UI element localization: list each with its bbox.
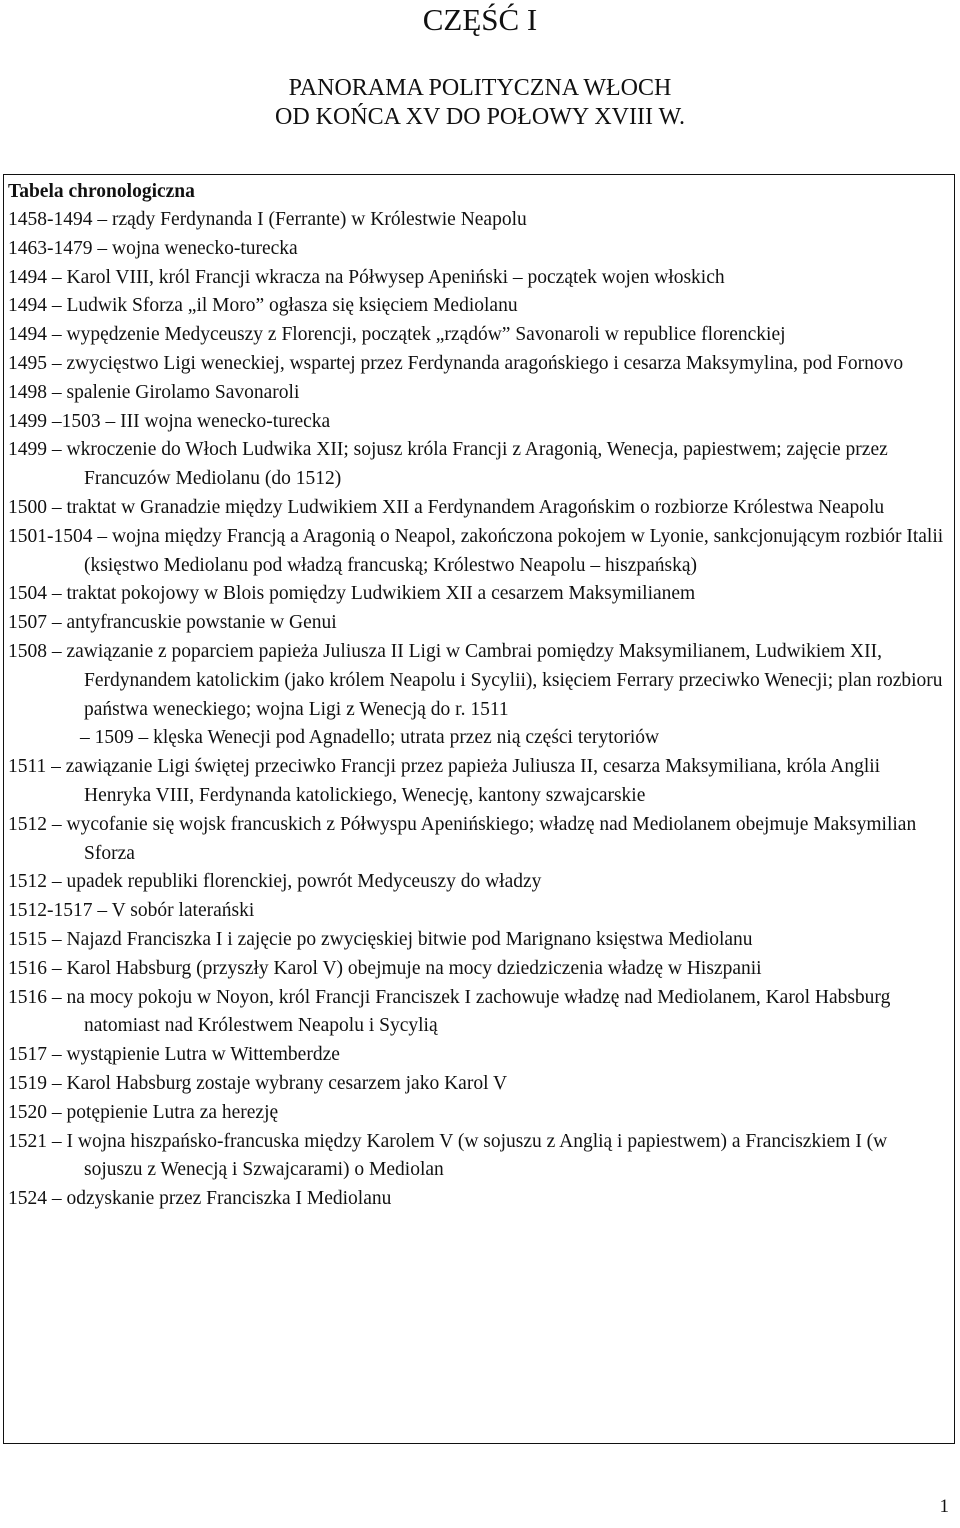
chronology-entry: 1512 – upadek republiki florenckiej, powrót Medyceuszy do władzy [8, 871, 542, 893]
chronology-entry: 1495 – zwycięstwo Ligi weneckiej, wspartej przez Ferdynanda aragońskiego i cesarza Maksymylina, pod Fornovo [8, 352, 904, 374]
chronology-entry: 1517 – wystąpienie Lutra w Wittemberdze [8, 1044, 340, 1066]
chronology-entry: 1494 – wypędzenie Medyceuszy z Florencji, początek „rządów” Savonaroli w republice florenckiej [8, 324, 786, 346]
chronology-entry: 1512 – wycofanie się wojsk francuskich z Półwyspu Apenińskiego; władzę nad Mediolanem obejmuje Maksymilian Sforza [8, 813, 917, 864]
section-title-line-2: OD KOŃCA XV DO POŁOWY XVIII W. [275, 104, 685, 130]
chronology-entry: 1458-1494 – rządy Ferdynanda I (Ferrante) w Królestwie Neapolu [8, 209, 527, 230]
chronology-entry: 1524 – odzyskanie przez Franciszka I Mediolanu [8, 1188, 392, 1210]
chronology-entry: 1494 – Karol VIII, król Francji wkracza na Półwysep Apeniński – początek wojen włoskich [8, 266, 725, 288]
chronology-entry: 1521 – I wojna hiszpańsko-francuska między Karolem V (w sojuszu z Anglią i papiestwem) a Franciszkiem I (w sojuszu z Wenecją i Szwajcarami) o Mediolan [8, 1130, 888, 1181]
chronology-entry: 1519 – Karol Habsburg zostaje wybrany cesarzem jako Karol V [8, 1072, 508, 1094]
chronology-entry: 1515 – Najazd Franciszka I i zajęcie po zwycięskiej bitwie pod Marignano księstwa Mediolanu [8, 928, 753, 950]
chronology-entry: 1508 – zawiązanie z poparciem papieża Juliusza II Ligi w Cambrai pomiędzy Maksymilianem, Ludwikiem XII, Ferdynandem katolickim (jako królem Neapolu i Sycylii), księciem Ferrary przeciwko Wenecji; plan rozbioru państwa weneckiego; wojna Ligi z Wenecją do r. 1511 [8, 640, 943, 720]
chronology-entry: 1504 – traktat pokojowy w Blois pomiędzy Ludwikiem XII a cesarzem Maksymilianem [8, 583, 696, 605]
chronology-entry: 1499 – wkroczenie do Włoch Ludwika XII; sojusz króla Francji z Aragonią, Wenecja, papiestwem; zajęcie przez Francuzów Mediolanu (do 1512) [8, 439, 888, 490]
chronology-entry: 1463-1479 – wojna wenecko-turecka [8, 237, 298, 259]
chronology-entry: 1520 – potępienie Lutra za herezję [8, 1101, 279, 1123]
section-title [0, 74, 960, 132]
section-title-line-1: PANORAMA POLITYCZNA WŁOCH [288, 75, 672, 101]
chronology-entry: 1516 – na mocy pokoju w Noyon, król Francji Franciszek I zachowuje władzę nad Mediolanem, Karol Habsburg natomiast nad Królestwem Neapolu i Sycylią [8, 986, 891, 1037]
chronology-entry: 1499 –1503 – III wojna wenecko-turecka [8, 410, 331, 432]
chronology-entry: 1498 – spalenie Girolamo Savonaroli [8, 381, 300, 403]
chronology-entry: 1516 – Karol Habsburg (przyszły Karol V) obejmuje na mocy dziedziczenia władzę w Hiszpanii [8, 957, 762, 979]
part-title: CZĘŚĆ I [422, 2, 538, 37]
chronology-sub-entry: – 1509 – klęska Wenecji pod Agnadello; utrata przez nią części terytoriów [80, 727, 660, 749]
chronology-table [3, 174, 955, 1444]
chronology-list [8, 206, 950, 1214]
chronology-entry: 1494 – Ludwik Sforza „il Moro” ogłasza się księciem Mediolanu [8, 295, 518, 317]
chronology-entry: 1501-1504 – wojna między Francją a Aragonią o Neapol, zakończona pokojem w Lyonie, sankcjonującym rozbiór Italii (księstwo Mediolanu pod władzą francuską; Królestwo Neapolu – hiszpańską) [8, 525, 944, 576]
chronology-entry: 1507 – antyfrancuskie powstanie w Genui [8, 612, 337, 634]
chronology-entry: 1511 – zawiązanie Ligi świętej przeciwko Francji przez papieża Juliusza II, cesarza Maksymiliana, króla Anglii Henryka VIII, Ferdynanda katolickiego, Wenecję, kantony szwajcarskie [8, 756, 881, 806]
page-number: 1 [939, 1496, 949, 1517]
table-heading: Tabela chronologiczna [8, 181, 195, 202]
chronology-entry: 1512-1517 – V sobór laterański [8, 900, 255, 922]
chronology-entry: 1500 – traktat w Granadzie między Ludwikiem XII a Ferdynandem Aragońskim o rozbiorze Królestwa Neapolu [8, 496, 885, 518]
